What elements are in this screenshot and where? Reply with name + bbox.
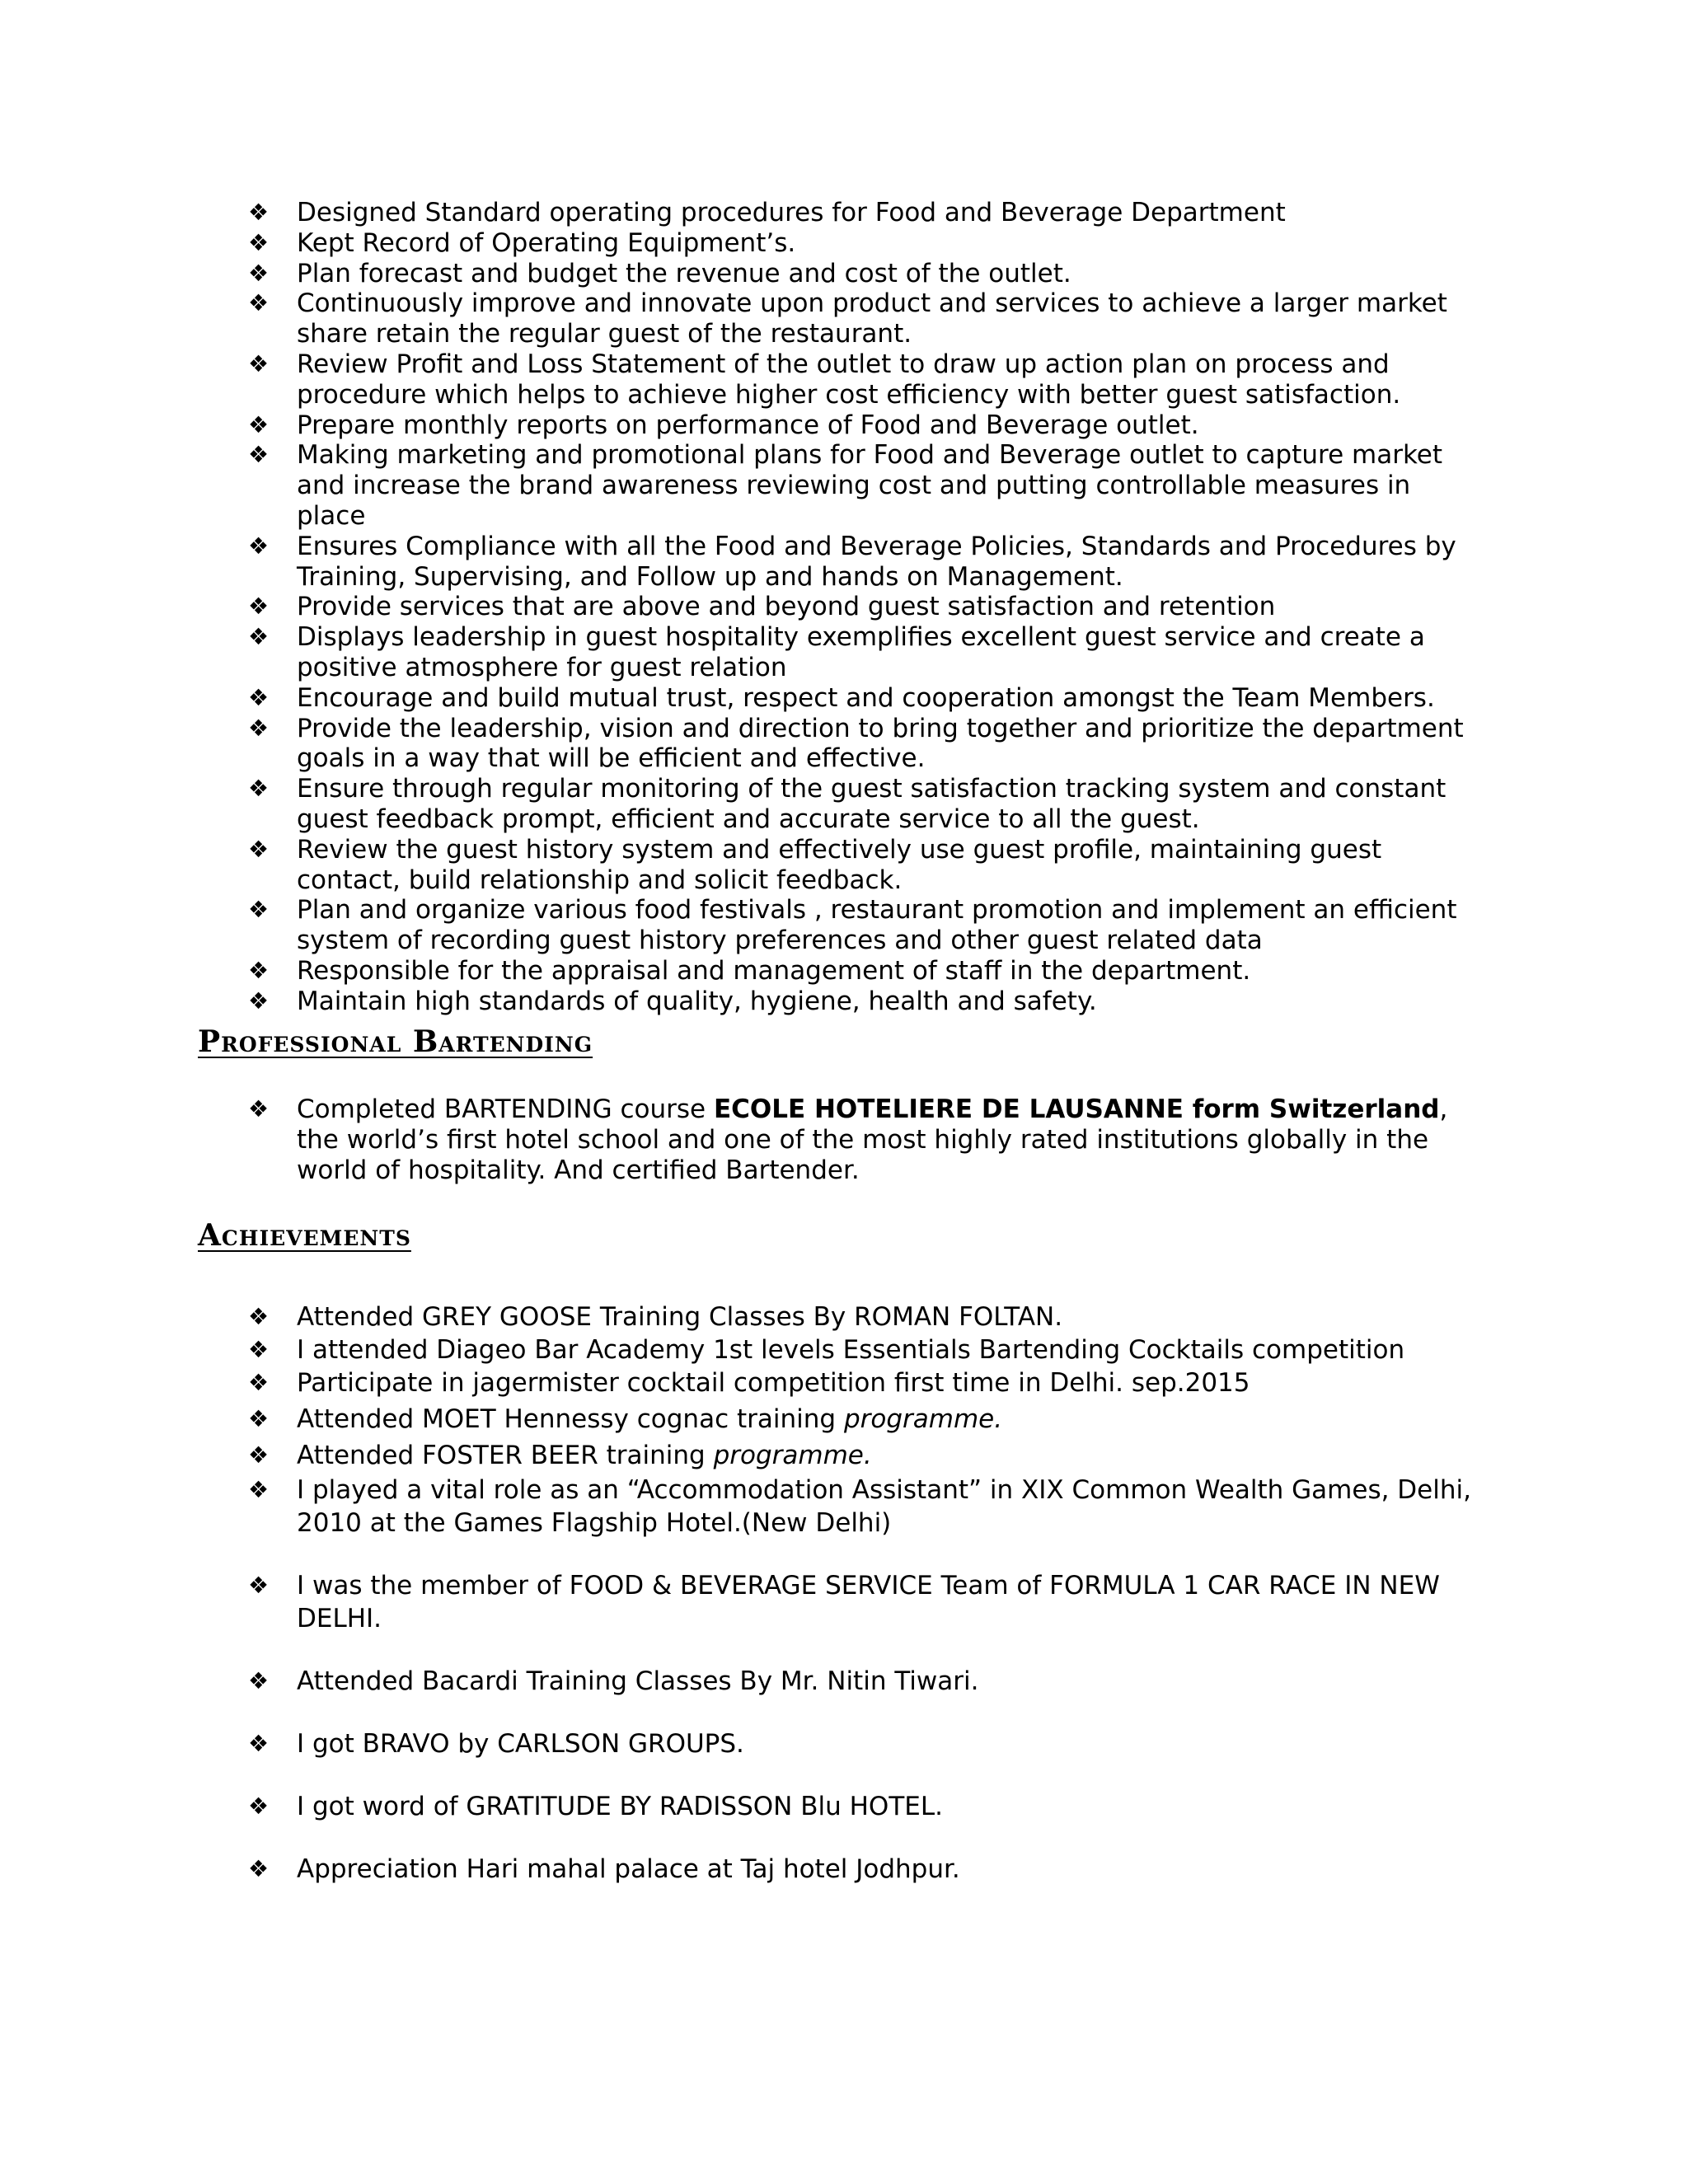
list-item-italic: programme. — [713, 1441, 872, 1470]
list-item — [0, 1366, 1688, 1399]
diamond-bullet-icon: ❖ — [248, 714, 270, 742]
list-item — [0, 1665, 1688, 1698]
diamond-bullet-icon: ❖ — [248, 896, 270, 924]
diamond-bullet-icon: ❖ — [248, 956, 270, 984]
list-item — [0, 1301, 1688, 1333]
list-item-text: Displays leadership in guest hospitality exemplifies excellent guest service and create a positive atmosphere for guest relation — [297, 622, 1425, 682]
list-item — [0, 288, 1688, 349]
list-item — [0, 1790, 1688, 1823]
list-item-text: Maintain high standards of quality, hygiene, health and safety. — [297, 986, 1097, 1016]
bartending-list — [0, 1094, 1688, 1185]
list-item — [0, 895, 1688, 956]
list-item — [0, 228, 1688, 259]
list-item-italic: programme. — [843, 1404, 1003, 1434]
diamond-bullet-icon: ❖ — [248, 593, 270, 621]
list-item — [0, 349, 1688, 410]
list-item — [0, 532, 1688, 593]
diamond-bullet-icon: ❖ — [248, 683, 270, 711]
diamond-bullet-icon: ❖ — [248, 1405, 270, 1432]
diamond-bullet-icon: ❖ — [248, 349, 270, 377]
list-item-text: Attended FOSTER BEER training — [297, 1441, 714, 1470]
list-item-text: Continuously improve and innovate upon product and services to achieve a larger market share retain the regular guest of the restaurant. — [297, 288, 1447, 349]
diamond-bullet-icon: ❖ — [248, 1095, 270, 1122]
list-item-text: I attended Diageo Bar Academy 1st levels Essentials Bartending Cocktails competition — [297, 1335, 1405, 1365]
list-item-text: Plan and organize various food festivals , restaurant promotion and implement an efficient system of recording guest history preferences and other guest related data — [297, 895, 1457, 956]
diamond-bullet-icon: ❖ — [248, 259, 270, 287]
list-item-text: Designed Standard operating procedures for Food and Beverage Department — [297, 198, 1286, 227]
list-item — [0, 1474, 1688, 1540]
diamond-bullet-icon: ❖ — [248, 1793, 270, 1820]
list-item — [0, 774, 1688, 835]
list-item-text: Encourage and build mutual trust, respect and cooperation amongst the Team Members. — [297, 682, 1435, 713]
list-item — [0, 956, 1688, 987]
list-item-text: Ensures Compliance with all the Food and Beverage Policies, Standards and Procedures by Training, Supervising, and Follow up and hands on Management. — [297, 531, 1456, 592]
diamond-bullet-icon: ❖ — [248, 1667, 270, 1694]
list-item — [0, 683, 1688, 714]
list-item — [0, 410, 1688, 441]
diamond-bullet-icon: ❖ — [248, 441, 270, 469]
diamond-bullet-icon: ❖ — [248, 410, 270, 438]
list-item — [0, 1333, 1688, 1366]
list-item — [0, 1853, 1688, 1886]
diamond-bullet-icon: ❖ — [248, 1476, 270, 1503]
diamond-bullet-icon: ❖ — [248, 1730, 270, 1757]
list-item-text: I was the member of FOOD & BEVERAGE SERVICE Team of FORMULA 1 CAR RACE IN NEW DELHI. — [297, 1571, 1440, 1633]
list-item-text: Review Profit and Loss Statement of the outlet to draw up action plan on process and procedure which helps to achieve higher cost efficiency with better guest satisfaction. — [297, 349, 1401, 410]
list-item — [0, 592, 1688, 622]
section-heading-achievements: Achievements — [198, 1218, 411, 1253]
list-item-text: Responsible for the appraisal and management of staff in the department. — [297, 955, 1251, 986]
list-item-text: Participate in jagermister cocktail competition first time in Delhi. sep.2015 — [297, 1368, 1250, 1398]
list-item-text: I got BRAVO by CARLSON GROUPS. — [297, 1729, 744, 1759]
list-item-text: Attended MOET Hennessy cognac training — [297, 1404, 844, 1434]
diamond-bullet-icon: ❖ — [248, 775, 270, 803]
diamond-bullet-icon: ❖ — [248, 1303, 270, 1330]
list-item-text: Provide the leadership, vision and direction to bring together and prioritize the department goals in a way that will be efficient and effective. — [297, 713, 1464, 774]
list-item — [0, 1403, 1688, 1436]
list-item — [0, 440, 1688, 531]
diamond-bullet-icon: ❖ — [248, 289, 270, 317]
list-item-text: I got word of GRATITUDE BY RADISSON Blu HOTEL. — [297, 1792, 943, 1821]
list-item — [0, 987, 1688, 1017]
diamond-bullet-icon: ❖ — [248, 199, 270, 226]
list-item — [0, 198, 1688, 228]
list-item-text: Making marketing and promotional plans for Food and Beverage outlet to capture market and increase the brand awareness reviewing cost and putting controllable measures in place — [297, 440, 1443, 531]
school-name: ECOLE HOTELIERE DE LAUSANNE form Switzerland — [713, 1094, 1440, 1124]
list-item-text: Ensure through regular monitoring of the guest satisfaction tracking system and constant guest feedback prompt, efficient and accurate service to all the guest. — [297, 774, 1447, 834]
diamond-bullet-icon: ❖ — [248, 1572, 270, 1599]
list-item-text: I played a vital role as an “Accommodation Assistant” in XIX Common Wealth Games, Delhi, 2010 at the Games Flagship Hotel.(New Delhi) — [297, 1475, 1471, 1538]
list-item-text: Kept Record of Operating Equipment’s. — [297, 227, 796, 258]
list-item — [0, 1727, 1688, 1760]
list-item — [0, 622, 1688, 683]
list-item — [0, 1094, 1688, 1185]
list-item-text: Plan forecast and budget the revenue and cost of the outlet. — [297, 258, 1071, 288]
list-item-text: Prepare monthly reports on performance of Food and Beverage outlet. — [297, 410, 1199, 440]
section-heading-bartending: Professional Bartending — [198, 1024, 593, 1059]
bartending-text-pre: Completed BARTENDING course — [297, 1094, 714, 1124]
diamond-bullet-icon: ❖ — [248, 1336, 270, 1363]
list-item — [0, 835, 1688, 896]
list-item-text: Appreciation Hari mahal palace at Taj hotel Jodhpur. — [297, 1854, 960, 1884]
diamond-bullet-icon: ❖ — [248, 623, 270, 651]
diamond-bullet-icon: ❖ — [248, 1369, 270, 1396]
list-item-text: Provide services that are above and beyond guest satisfaction and retention — [297, 592, 1276, 622]
diamond-bullet-icon: ❖ — [248, 987, 270, 1015]
list-item — [0, 259, 1688, 289]
list-item — [0, 714, 1688, 775]
diamond-bullet-icon: ❖ — [248, 1441, 270, 1469]
list-item — [0, 1439, 1688, 1472]
list-item-text: Attended GREY GOOSE Training Classes By ROMAN FOLTAN. — [297, 1302, 1063, 1332]
duties-list — [0, 198, 1688, 1017]
diamond-bullet-icon: ❖ — [248, 1855, 270, 1882]
diamond-bullet-icon: ❖ — [248, 228, 270, 256]
bartending-text-post: , the world’s first hotel school and one of the most highly rated institutions globally in the world of hospitality. And certified Bartender. — [297, 1094, 1448, 1185]
achievements-list — [0, 1301, 1688, 1886]
list-item-text: Attended Bacardi Training Classes By Mr. Nitin Tiwari. — [297, 1666, 979, 1696]
diamond-bullet-icon: ❖ — [248, 532, 270, 560]
diamond-bullet-icon: ❖ — [248, 835, 270, 863]
list-item-text: Review the guest history system and effectively use guest profile, maintaining guest contact, build relationship and solicit feedback. — [297, 834, 1382, 895]
list-item — [0, 1569, 1688, 1635]
